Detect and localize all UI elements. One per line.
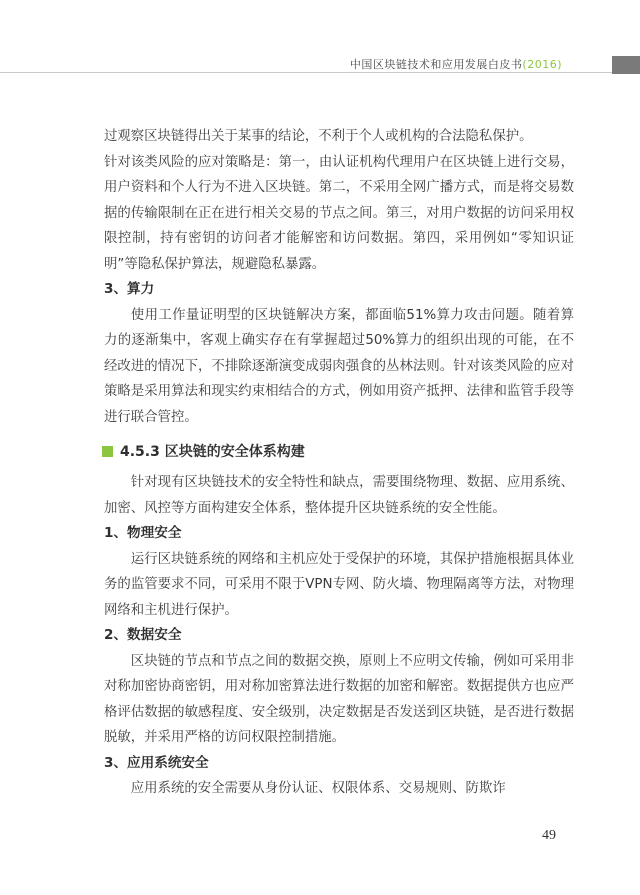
header-year: (2016) — [522, 58, 562, 71]
section-heading — [104, 436, 574, 466]
page-number: 49 — [542, 828, 556, 843]
paragraph-application-security: 应用系统的安全需要从身份认证、权限体系、交易规则、防欺诈 — [130, 781, 506, 796]
header-tab-block — [612, 56, 640, 74]
subheading-compute: 3、算力 — [104, 281, 155, 297]
header-title: 中国区块链技术和应用发展白皮书 — [349, 58, 523, 71]
paragraph-privacy-strategy: 针对该类风险的应对策略是：第一，由认证机构代理用户在区块链上进行交易，用户资料和个人行为不进入区块链。第二，不采用全网广播方式，而是将交易数据的传输限制在正在进行相关交易的节点之间。第三，对用户数据的访问采用权限控制，持有密钥的访问者才能解密和访问数据。第四，采用例如“零知识证明”等隐私保护算法，规避隐私暴露。 — [104, 154, 574, 272]
running-header — [350, 56, 562, 72]
header-rule — [0, 72, 612, 73]
subheading-application-security: 3、应用系统安全 — [104, 754, 209, 771]
page-body — [104, 124, 574, 802]
subheading-data-security: 2、数据安全 — [104, 627, 182, 643]
green-square-icon — [102, 446, 113, 457]
paragraph-privacy-end: 过观察区块链得出关于某事的结论，不利于个人或机构的合法隐私保护。 — [104, 129, 533, 144]
section-title: 4.5.3 区块链的安全体系构建 — [120, 444, 305, 460]
paragraph-security-system: 针对现有区块链技术的安全特性和缺点，需要围绕物理、数据、应用系统、加密、风控等方面构建安全体系，整体提升区块链系统的安全性能。 — [104, 475, 574, 516]
paragraph-physical-security: 运行区块链系统的网络和主机应处于受保护的环境，其保护措施根据具体业务的监管要求不同，可采用不限于VPN专网、防火墙、物理隔离等方法，对物理网络和主机进行保护。 — [104, 551, 574, 618]
paragraph-compute: 使用工作量证明型的区块链解决方案，都面临51%算力攻击问题。随着算力的逐渐集中，客观上确实存在有掌握超过50%算力的组织出现的可能，在不经改进的情况下，不排除逐渐演变成弱肉强食的丛林法则。针对该类风险的应对策略是采用算法和现实约束相结合的方式，例如用资产抵押、法律和监管手段等进行联合管控。 — [104, 307, 574, 425]
paragraph-data-security: 区块链的节点和节点之间的数据交换，原则上不应明文传输，例如可采用非对称加密协商密钥，用对称加密算法进行数据的加密和解密。数据提供方也应严格评估数据的敏感程度、安全级别，决定数据是否发送到区块链，是否进行数据脱敏，并采用严格的访问权限控制措施。 — [104, 653, 574, 745]
subheading-physical-security: 1、物理安全 — [104, 525, 182, 541]
